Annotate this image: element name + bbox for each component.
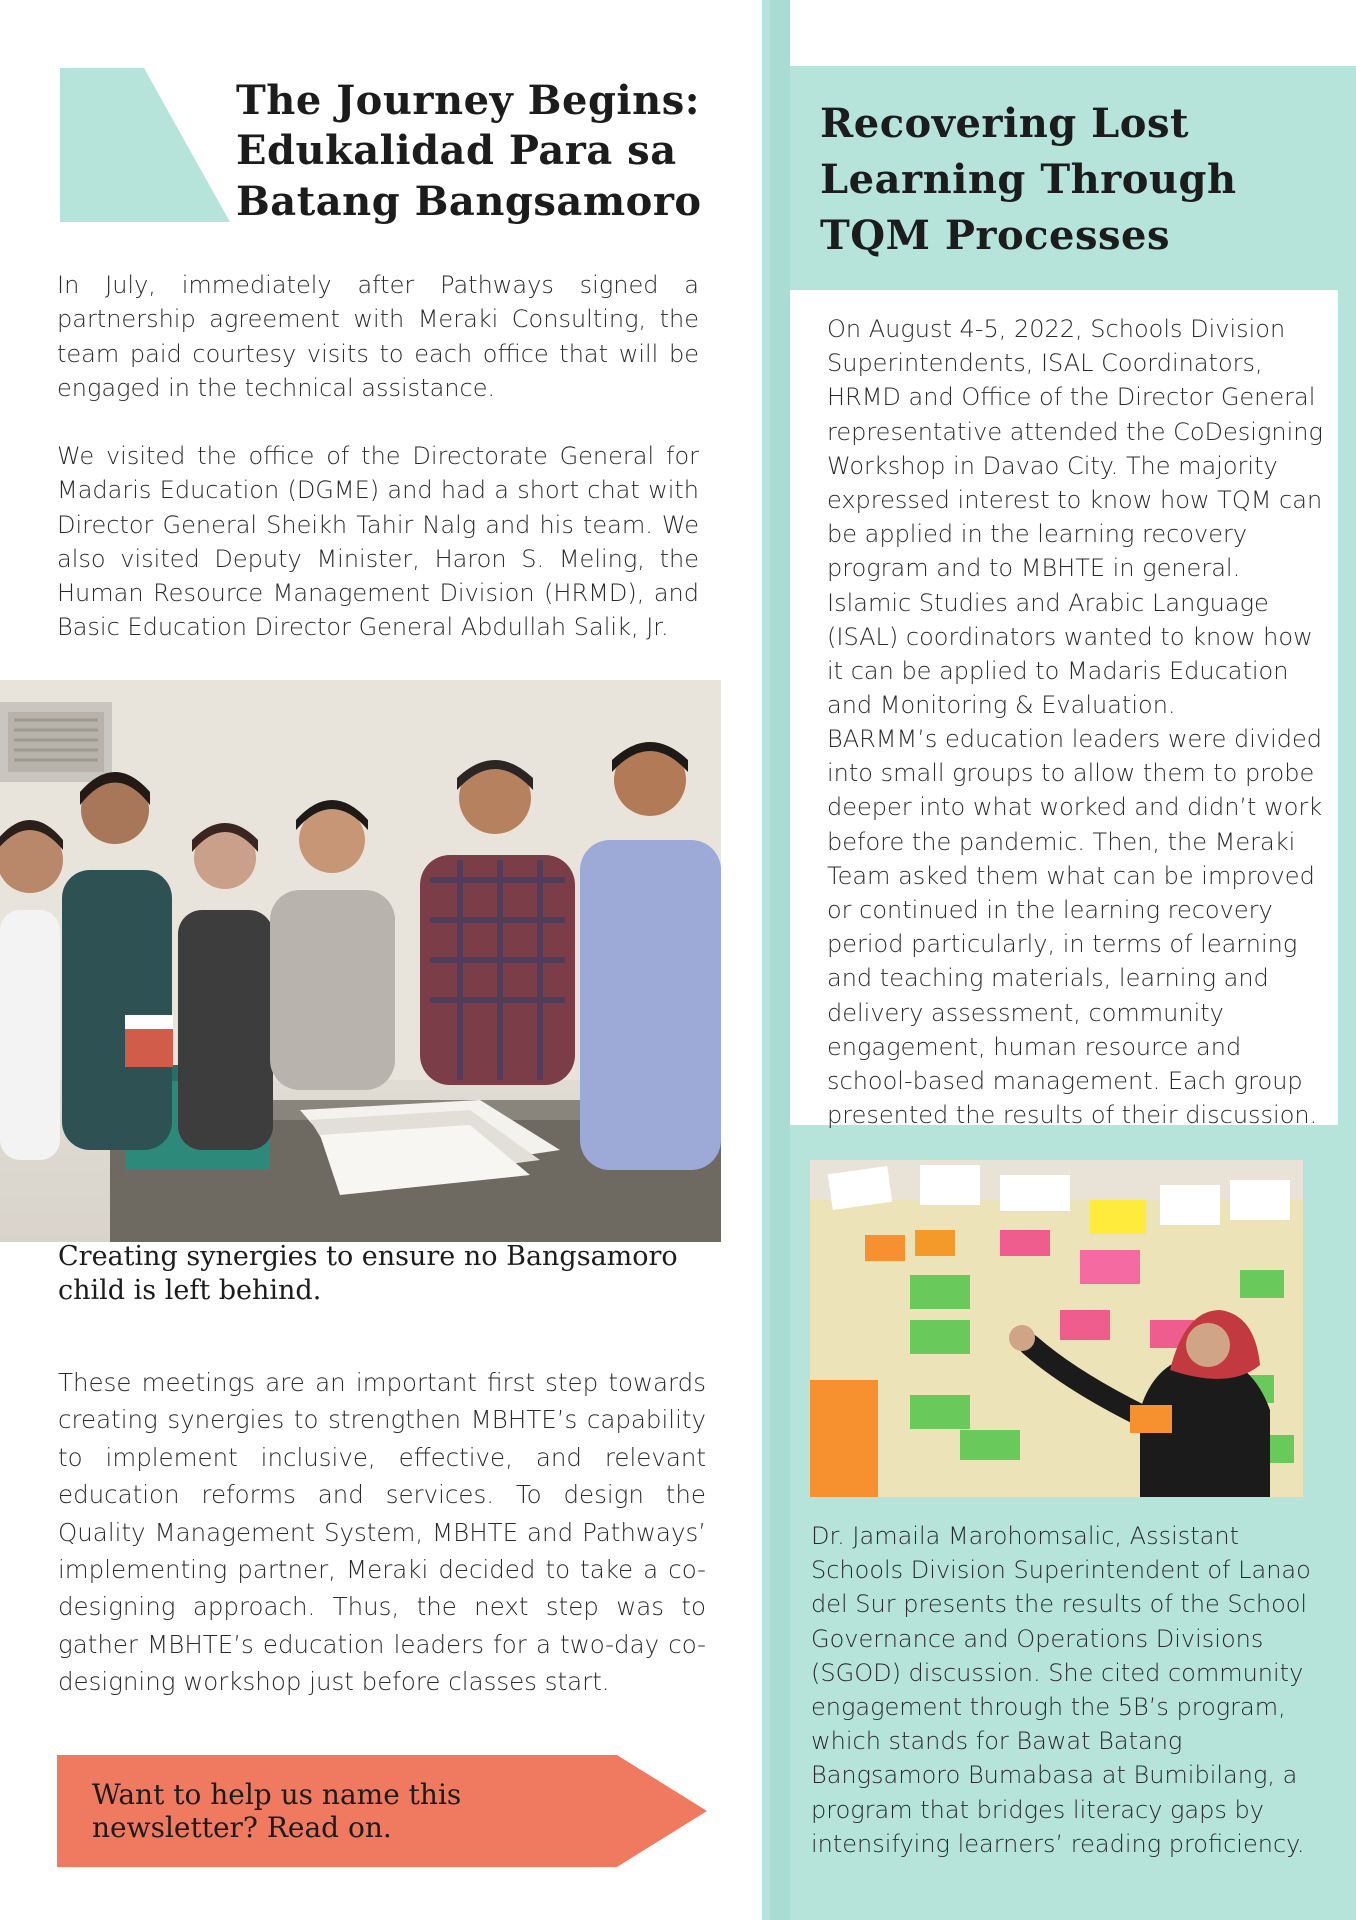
newsletter-banner-line-1[interactable]: Want to help us name this xyxy=(92,1778,462,1811)
right-paragraph-2: BARMM’s education leaders were divided into small groups to allow them to probe deeper into what worked and didn’t work before the pandemic. Then, the Meraki Team asked them what can be improved or continued in the learning recovery period particularly, in terms of learning and teaching materials, learning and delivery assessment, community engagement, human resource and school-based management. Each group presented the results of their discussion. xyxy=(827,725,1323,1130)
right-title xyxy=(820,96,1237,264)
workshop-photo-caption: Dr. Jamaila Marohomsalic, Assistant Schools Division Superintendent of Lanao del Sur presents the results of the School Governance and Operations Divisions (SGOD) discussion. She cited community engagement through the 5B’s program, which stands for Bawat Batang Bangsamoro Bumabasa at Bumibilang, a program that bridges literacy gaps by intensifying learners’ reading proficiency. xyxy=(811,1522,1311,1858)
left-title-line-2: Edukalidad Para sa xyxy=(236,127,677,175)
left-paragraph-2: We visited the office of the Directorate General for Madaris Education (DGME) and had a short chat with Director General Sheikh Tahir Nalg and his team. We also visited Deputy Minister, Haron S. Meling, the Human Resource Management Division (HRMD), and Basic Education Director General Abdullah Salik, Jr. xyxy=(57,442,699,642)
right-column-stripe xyxy=(770,0,790,1920)
left-paragraph-1: In July, immediately after Pathways signed a partnership agreement with Meraki Consulting, the team paid courtesy visits to each office that will be engaged in the technical assistance. xyxy=(57,271,699,402)
newsletter-banner-text[interactable] xyxy=(92,1778,461,1844)
right-title-line-1: Recovering Lost xyxy=(820,100,1189,147)
photo-caption-left-line-2: child is left behind. xyxy=(58,1275,322,1306)
group-photo xyxy=(0,680,721,1242)
left-paragraph-3: These meetings are an important first step towards creating synergies to strengthen MBHTE’s capability to implement inclusive, effective, and relevant education reforms and services. To design the Quality Management System, MBHTE and Pathways’ implementing partner, Meraki decided to take a co-designing approach. Thus, the next step was to gather MBHTE’s education leaders for a two-day co-designing workshop just before classes start. xyxy=(58,1368,706,1697)
right-top-gap xyxy=(790,0,1356,66)
right-title-line-3: TQM Processes xyxy=(820,212,1170,259)
photo-caption-left xyxy=(58,1240,678,1308)
right-paragraph-1: On August 4-5, 2022, Schools Division Superintendents, ISAL Coordinators, HRMD and Office of the Director General representative attended the CoDesigning Workshop in Davao City. The majority expressed interest to know how TQM can be applied in the learning recovery program and to MBHTE in general. Islamic Studies and Arabic Language (ISAL) coordinators wanted to know how it can be applied to Madaris Education and Monitoring & Evaluation. xyxy=(827,315,1323,720)
title-accent-shape xyxy=(60,68,230,222)
right-title-line-2: Learning Through xyxy=(820,156,1237,203)
left-title-line-3: Batang Bangsamoro xyxy=(236,177,702,225)
group-photo-illustration xyxy=(0,680,721,1242)
workshop-photo-illustration xyxy=(810,1160,1303,1497)
left-title xyxy=(236,76,702,227)
left-title-line-1: The Journey Begins: xyxy=(236,77,700,124)
newsletter-banner-line-2[interactable]: newsletter? Read on. xyxy=(92,1811,392,1844)
photo-caption-left-line-1: Creating synergies to ensure no Bangsamoro xyxy=(58,1241,678,1272)
workshop-photo xyxy=(810,1160,1303,1497)
